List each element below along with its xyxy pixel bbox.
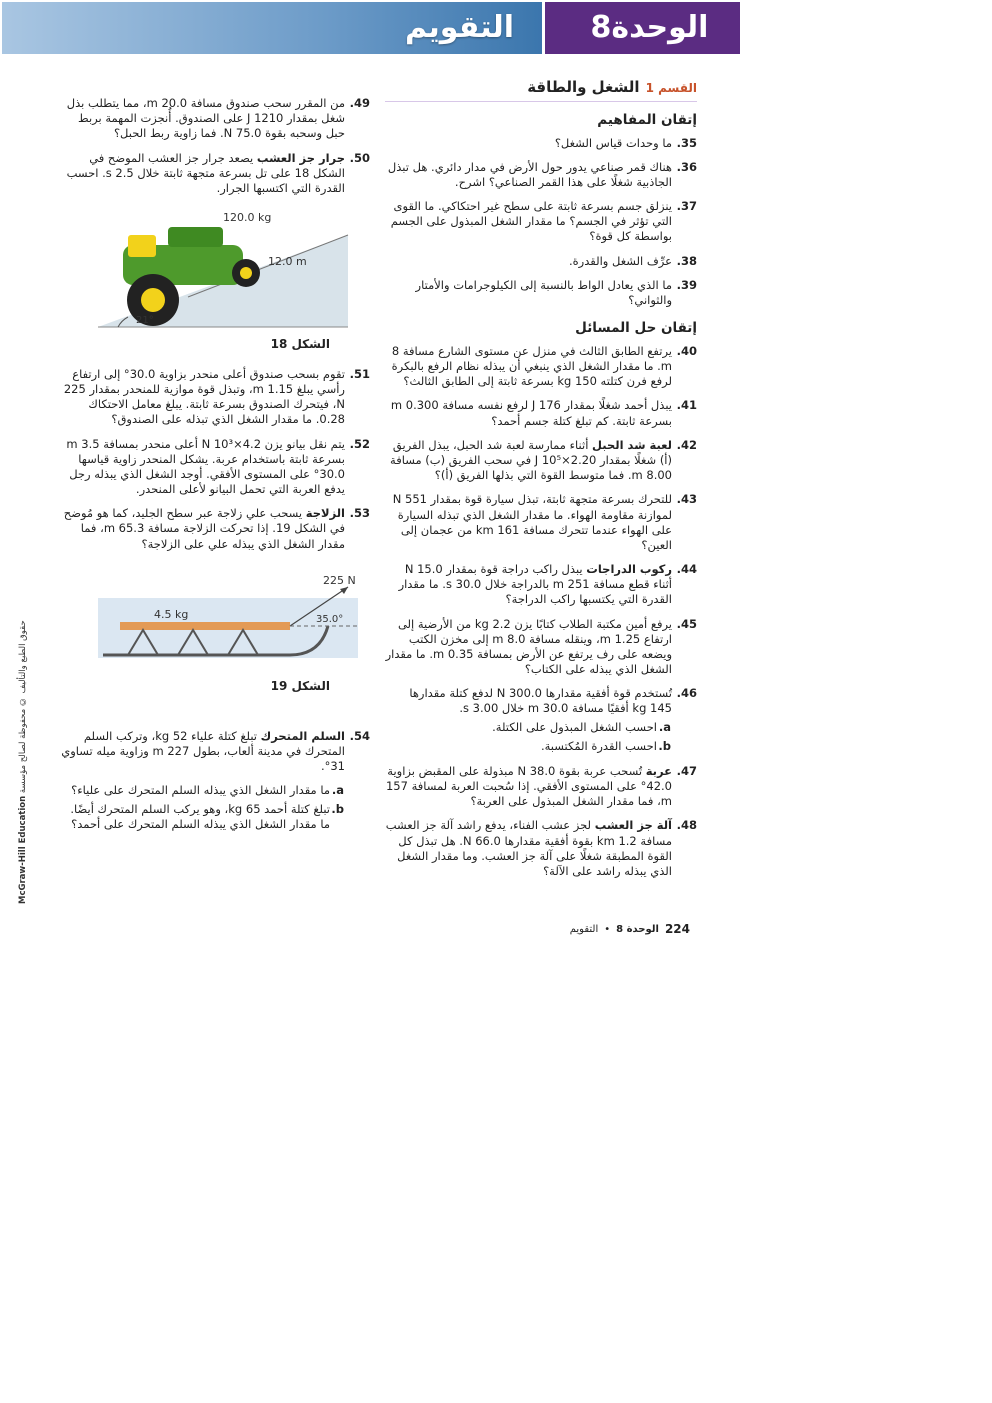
problems-title: إتقان حل المسائل	[575, 320, 697, 337]
question-41	[385, 398, 697, 428]
question-39	[385, 278, 697, 308]
figure-19	[58, 570, 370, 675]
right-column	[385, 78, 697, 888]
force-arrowhead	[340, 587, 348, 594]
question-number: 46.	[676, 686, 697, 701]
question-text: تُستخدم قوة أفقية مقدارها 300.0 N لدفع كتلة مقدارها 145 kg أفقيًا مسافة 30.0 m خلال 3.00 s.	[409, 686, 672, 716]
question-text: يرتفع الطابق الثالث في منزل عن مستوى الشارع مسافة 8 m. ما مقدار الشغل الذي ينبغي أن يبذله نظام الرفع بالبكرة لرفع فرن كتلته 150 kg بسرعة ثابتة إلى الطابق الثالث؟	[391, 343, 672, 389]
question-number: 43.	[676, 492, 697, 507]
question-text: تبلغ كتلة علياء 52 kg، وتركب السلم المتحرك في مدينة ألعاب، بطول 227 m وزاوية ميله تساوي 31°.	[61, 728, 345, 773]
question-44	[385, 562, 697, 608]
question-48	[385, 818, 697, 879]
angle-label: 35.0°	[316, 613, 344, 625]
question-topic: جرار جز العشب	[256, 150, 345, 165]
part-letter: a.	[658, 719, 671, 734]
sled-deck	[120, 622, 290, 630]
question-54-part-a	[58, 783, 344, 798]
figure-18-caption: الشكل 18	[270, 337, 330, 352]
question-36	[385, 160, 697, 190]
question-46	[385, 686, 697, 716]
question-number: 37.	[676, 199, 697, 214]
question-40	[385, 344, 697, 390]
question-number: 36.	[676, 159, 697, 174]
question-topic: السلم المتحرك	[260, 728, 345, 743]
question-text: يتم نقل بيانو يزن 4.2×10³ N أعلى منحدر بمسافة 3.5 m بسرعة ثابتة باستخدام عربة. يشكل المنحدر زاوية قياسها 30.0° على المستوى الأفقي. أوجد الشغل الذي يبذله رجل يدفع العربة التي تحمل البيانو لأعلى المنحدر.	[66, 436, 345, 497]
rear-hub	[141, 288, 165, 312]
question-text: تُسحب عربة بقوة 38.0 N مبذولة على المقبض بزاوية 42.0° على المستوى الأفقي. إذا سُحبت العربة لمسافة 157 m، فما مقدار الشغل المبذول على العربة؟	[385, 763, 672, 809]
question-text: ينزلق جسم بسرعة ثابتة على سطح غير احتكاكي. ما القوى التي تؤثر في الجسم؟ ما مقدار الشغل المبذول على الجسم بواسطة كل قوة؟	[390, 199, 672, 244]
question-number: 42.	[676, 437, 697, 452]
unit-number: 8	[590, 10, 612, 46]
chapter-banner	[2, 2, 542, 54]
tractor-diagram	[58, 205, 370, 333]
part-letter: b.	[658, 738, 671, 753]
question-38	[385, 254, 697, 269]
question-54-part-b	[58, 802, 344, 832]
question-topic: الزلاجة	[305, 506, 345, 521]
question-number: 38.	[676, 253, 697, 268]
question-text: ما الذي يعادل الواط بالنسبة إلى الكيلوجرامات والأمتار والثواني؟	[415, 277, 672, 307]
question-47	[385, 764, 697, 810]
question-number: 51.	[349, 366, 370, 381]
sled-diagram	[58, 570, 370, 675]
question-54	[58, 729, 370, 775]
left-column	[58, 96, 370, 837]
question-text: من المقرر سحب صندوق مسافة 20.0 m، مما يتطلب بذل شغل بمقدار 1210 J على الصندوق. أُنجزت المهمة بربط حبل وسحبه بقوة 75.0 N. فما زاوية ربط الحبل؟	[66, 96, 345, 141]
question-46-part-b	[385, 739, 671, 754]
figure-18	[58, 205, 370, 333]
part-text: احسب الشغل المبذول على الكتلة.	[492, 719, 657, 734]
question-35	[385, 136, 697, 151]
page-number: 224	[664, 922, 690, 936]
distance-label: 12.0 m	[268, 255, 307, 269]
question-text: للتحرك بسرعة متجهة ثابتة، تبذل سيارة قوة بمقدار 551 N لموازنة مقاومة الهواء. ما مقدار الشغل الذي تبذله السيارة على الهواء عندما تتحرك مسافة 161 km من عجمان إلى العين؟	[392, 492, 672, 552]
copyright-text: حقوق الطبع والتأليف © محفوظة لصالح مؤسسة	[18, 620, 28, 793]
question-text: ما وحدات قياس الشغل؟	[554, 135, 672, 150]
front-hub	[240, 267, 252, 279]
question-53	[58, 506, 370, 552]
section-name: الشغل والطاقة	[527, 78, 640, 96]
footer-unit: الوحدة 8	[616, 924, 659, 936]
copyright-credit	[18, 620, 38, 904]
part-letter: a.	[331, 783, 344, 798]
question-number: 49.	[349, 96, 370, 110]
mass-label: 120.0 kg	[223, 211, 272, 225]
question-43	[385, 492, 697, 553]
question-number: 35.	[676, 135, 697, 150]
question-number: 52.	[349, 436, 370, 451]
part-text: احسب القدرة المُكتسبة.	[540, 738, 657, 753]
question-number: 54.	[349, 728, 370, 743]
force-label: 225 N	[323, 573, 356, 587]
question-text: يبذل أحمد شغلًا بمقدار 176 J لرفع نفسه مسافة 0.300 m بسرعة ثابتة. كم تبلغ كتلة جسم أحمد؟	[390, 398, 672, 428]
question-topic: ركوب الدراجات	[586, 562, 672, 577]
question-text: هناك قمر صناعي يدور حول الأرض في مدار دائري. هل تبذل الجاذبية شغلًا على هذا القمر الصناعي؟ اشرح.	[387, 159, 672, 189]
question-42	[385, 438, 697, 484]
footer-chapter: التقويم	[569, 924, 599, 936]
footer-bullet: •	[604, 924, 611, 936]
question-text: يسحب علي زلاجة عبر سطح الجليد، كما هو مُوضح في الشكل 19. إذا تحركت الزلاجة مسافة 65.3 m، فما مقدار الشغل الذي يبذله علي على الزلاجة؟	[63, 506, 345, 551]
question-number: 41.	[676, 398, 697, 413]
chapter-title: التقويم	[405, 10, 514, 46]
tractor-seat	[128, 235, 156, 257]
question-topic: لعبة شد الحبل	[592, 437, 672, 452]
tractor-hood	[168, 227, 223, 247]
question-text: أثناء ممارسة لعبة شد الحبل، يبذل الفريق (أ) شغلًا بمقدار 2.20×10⁵ J في سحب الفريق (ب) مسافة 8.00 m. فما متوسط القوة التي بذلها الفريق (أ)؟	[390, 437, 672, 483]
question-topic: آلة جز العشب	[594, 818, 672, 833]
part-text: ما مقدار الشغل الذي يبذله السلم المتحرك على علياء؟	[71, 783, 330, 798]
question-text: يرفع أمين مكتبة الطلاب كتابًا يزن 2.2 kg من الأرضية إلى ارتفاع 1.25 m، وينقله مسافة 8.0 m إلى مخزن الكتب ويضعه على رف يرتفع عن الأرض بمسافة 0.35 m. ما مقدار الشغل الذي يبذله على الكتاب؟	[385, 616, 672, 677]
question-49	[58, 96, 370, 142]
question-text: تقوم بسحب صندوق أعلى منحدر بزاوية 30.0° إلى ارتفاع رأسي يبلغ 1.15 m، وتبذل قوة موازية للمنحدر بمقدار 225 N، فيتحرك الصندوق بسرعة ثابتة. يبلغ معامل الاحتكاك 0.28. ما مقدار الشغل الذي تبذله على الصندوق؟	[63, 366, 345, 427]
publisher-name: McGraw-Hill Education	[18, 795, 28, 904]
question-text: لجز عشب الفناء، يدفع راشد آلة جز العشب مسافة 1.2 km بقوة أفقية مقدارها 66.0 N. هل تبذل كل القوة المطبقة شغلًا على آلة جز العشب. وما مقدار الشغل الذي يبذله راشد على الآلة؟	[385, 818, 672, 878]
unit-label: الوحدة	[611, 10, 709, 46]
question-number: 48.	[676, 818, 697, 833]
question-number: 39.	[676, 277, 697, 292]
section-label: القسم 1	[645, 81, 697, 95]
part-letter: b.	[331, 802, 344, 817]
concepts-title: إتقان المفاهيم	[597, 111, 697, 128]
question-text: يصعد جرار جز العشب الموضح في الشكل 18 على تل بسرعة متجهة ثابتة خلال 2.5 s. احسب القدرة التي اكتسبها الجرار.	[66, 150, 345, 195]
unit-banner	[545, 2, 740, 54]
section-title	[385, 78, 697, 102]
question-number: 44.	[676, 562, 697, 577]
question-46-part-a	[385, 720, 671, 735]
question-50	[58, 151, 370, 197]
question-number: 40.	[676, 343, 697, 358]
mass-label: 4.5 kg	[154, 607, 189, 621]
question-45	[385, 617, 697, 678]
question-number: 45.	[676, 616, 697, 631]
question-37	[385, 199, 697, 245]
figure-19-caption: الشكل 19	[270, 678, 330, 693]
question-number: 47.	[676, 763, 697, 778]
question-52	[58, 437, 370, 498]
part-text: تبلغ كتلة أحمد 65 kg، وهو يركب السلم المتحرك أيضًا. ما مقدار الشغل الذي يبذله السلم المتحرك على أحمد؟	[70, 802, 330, 832]
question-number: 53.	[349, 506, 370, 521]
question-text: عرِّف الشغل والقدرة.	[569, 253, 672, 268]
page-footer	[560, 922, 690, 938]
question-number: 50.	[349, 150, 370, 165]
question-topic: عربة	[645, 763, 672, 778]
question-text: يبذل راكب دراجة قوة بمقدار 15.0 N أثناء قطع مسافة 251 m بالدراجة خلال 30.0 s. ما مقدار القدرة التي يكتسبها راكب الدراجة؟	[398, 562, 672, 607]
angle-label: 21°	[136, 315, 154, 327]
question-51	[58, 367, 370, 428]
